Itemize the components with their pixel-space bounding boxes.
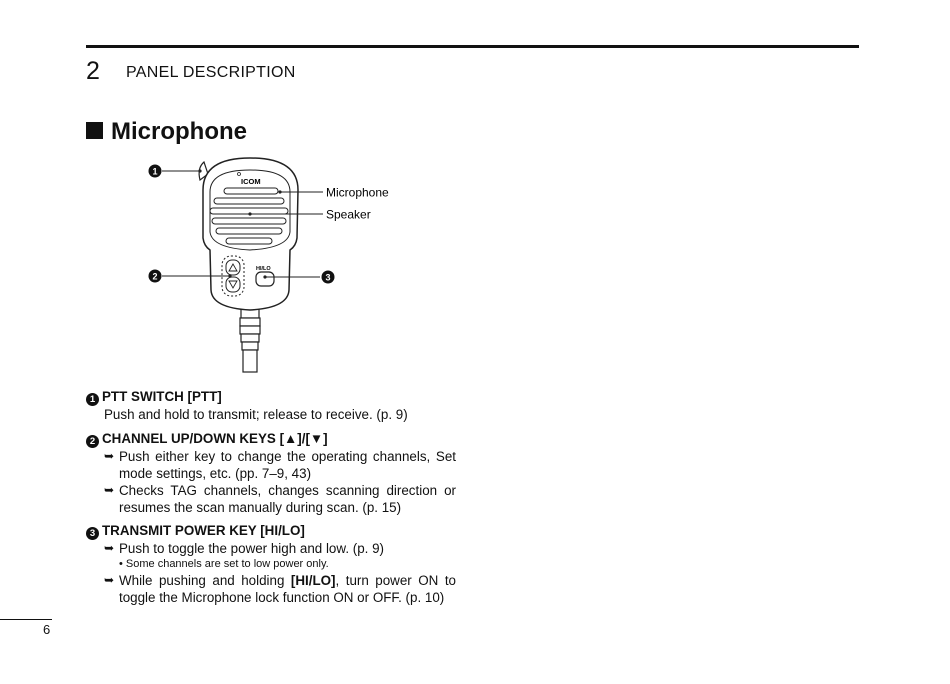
footer-rule (0, 619, 52, 620)
bullet-text: Push to toggle the power high and low. (p. 9) (119, 541, 385, 556)
callout-1-number: 1 (152, 166, 158, 177)
item-transmit-power-key (86, 522, 456, 606)
callout-2-number: 2 (152, 271, 158, 282)
square-bullet-icon (86, 122, 103, 139)
page-number: 6 (43, 622, 51, 637)
bullet-item (86, 482, 456, 516)
item-description: Push and hold to transmit; release to receive. (p. 9) (104, 407, 408, 422)
bullet-item (86, 572, 456, 606)
section-heading-text: Microphone (111, 118, 247, 145)
header-rule (86, 45, 859, 48)
hilo-key-label: HI/LO (256, 266, 271, 272)
item-channel-keys (86, 430, 456, 516)
bullet-item (86, 448, 456, 482)
channel-up-key (226, 260, 240, 275)
bullet-item (86, 540, 456, 557)
hilo-key (256, 272, 274, 286)
arrow-bullet-icon: ➥ (104, 449, 115, 463)
channel-down-key (226, 277, 240, 292)
bullet-text-pre: While pushing and holding (119, 573, 291, 588)
item-number-badge: 2 (86, 435, 99, 448)
mic-cable (240, 300, 260, 372)
chapter-number: 2 (86, 57, 100, 85)
callout-3-number: 3 (325, 272, 331, 283)
microphone-illustration (140, 150, 410, 380)
item-title: TRANSMIT POWER KEY [HI/LO] (102, 523, 305, 538)
item-title: PTT SWITCH [PTT] (102, 389, 222, 404)
bullet-text: Push either key to change the operating channels, Set mode settings, etc. (pp. 7–9, 43) (119, 449, 456, 481)
item-title: CHANNEL UP/DOWN KEYS [▲]/[▼] (102, 431, 328, 446)
item-number-badge: 1 (86, 393, 99, 406)
bullet-key-name: [HI/LO] (290, 573, 336, 588)
arrow-bullet-icon: ➥ (104, 541, 115, 555)
section-heading (86, 117, 247, 147)
microphone-callout-label: Microphone (326, 185, 389, 200)
arrow-bullet-icon: ➥ (104, 573, 115, 587)
bullet-text: Checks TAG channels, changes scanning direction or resumes the scan manually during scan. (p. 15) (119, 483, 456, 515)
bullet-text-post: , turn power ON to toggle the Microphone lock function ON or OFF. (p. 10) (119, 573, 456, 605)
brand-logo: ICOM (241, 177, 261, 186)
speaker-callout-label: Speaker (326, 207, 371, 222)
chapter-title: PANEL DESCRIPTION (126, 64, 296, 81)
sub-note: • Some channels are set to low power only. (119, 558, 329, 570)
item-ptt-switch (86, 388, 456, 423)
arrow-bullet-icon: ➥ (104, 483, 115, 497)
item-number-badge: 3 (86, 527, 99, 540)
